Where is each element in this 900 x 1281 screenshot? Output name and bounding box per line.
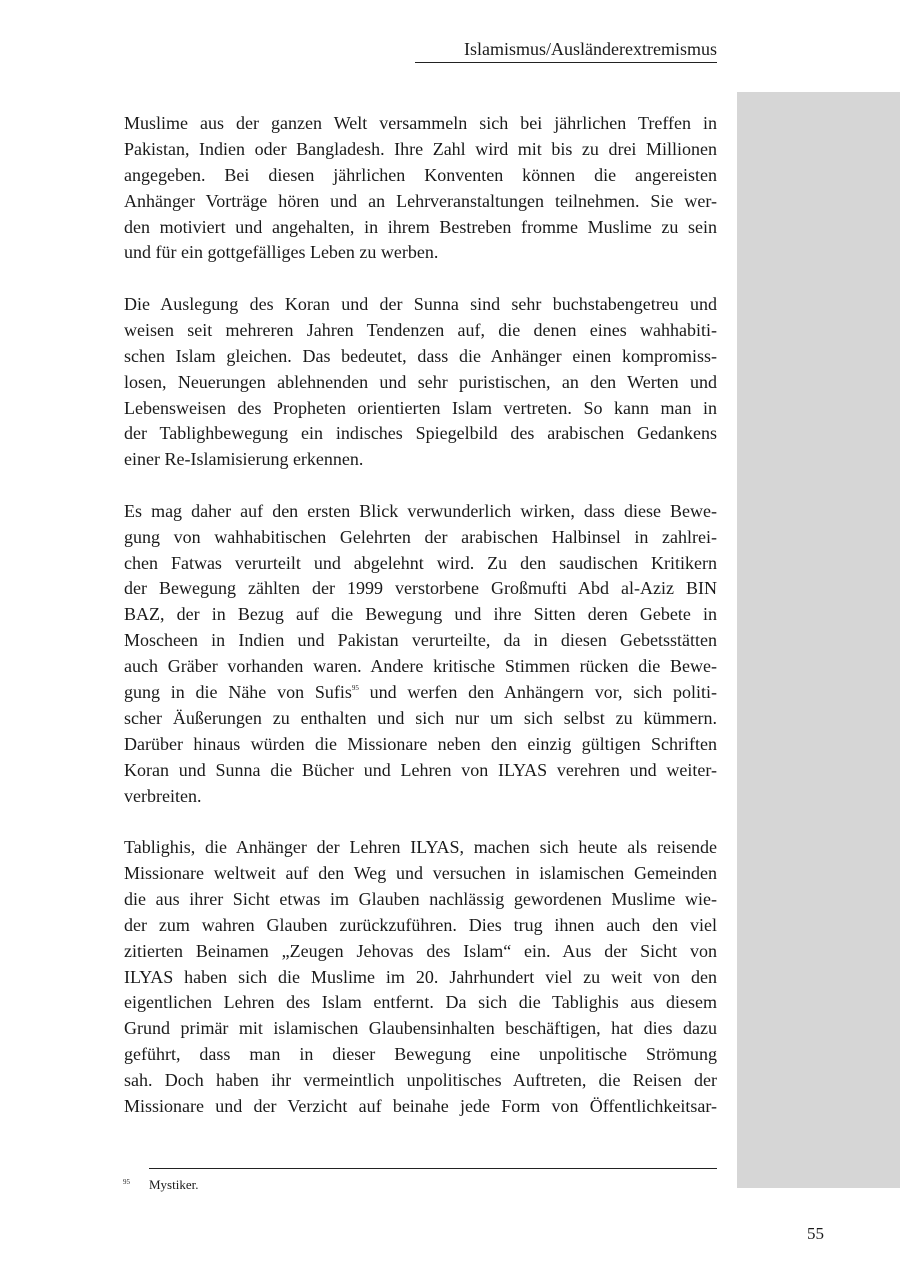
footnote-text: Mystiker. (149, 1177, 199, 1192)
text-line: Koran und Sunna die Bücher und Lehren von ILYAS verehren und weiter- (124, 759, 717, 780)
text-line: verbreiten. (124, 785, 202, 806)
text-line: gung von wahhabitischen Gelehrten der arabischen Halbinsel in zahlrei- (124, 526, 717, 547)
text-line: zitierten Beinamen „Zeugen Jehovas des Islam“ ein. Aus der Sicht von (124, 940, 717, 961)
text-line: Missionare und der Verzicht auf beinahe jede Form von Öffentlichkeitsar- (124, 1095, 717, 1116)
text-line: Es mag daher auf den ersten Blick verwunderlich wirken, dass diese Bewe- (124, 500, 717, 521)
text-line: den motiviert und angehalten, in ihrem Bestreben fromme Muslime zu sein (124, 216, 717, 237)
text-line: und für ein gottgefälliges Leben zu werben. (124, 242, 439, 263)
text-line: Tablighis, die Anhänger der Lehren ILYAS, machen sich heute als reisende (124, 837, 717, 858)
text-line: die aus ihrer Sicht etwas im Glauben nachlässig gewordenen Muslime wie- (124, 888, 717, 909)
text-line: chen Fatwas verurteilt und abgelehnt wird. Zu den saudischen Kritikern (124, 552, 717, 573)
footnote-reference[interactable]: 95 (351, 684, 359, 692)
text-line: Muslime aus der ganzen Welt versammeln sich bei jährlichen Treffen in (124, 113, 717, 133)
text-line: auch Gräber vorhanden waren. Andere kritische Stimmen rücken die Bewe- (124, 656, 717, 677)
page-number: 55 (807, 1224, 824, 1243)
text-line: Die Auslegung des Koran und der Sunna sind sehr buchstabengetreu und (124, 293, 717, 314)
text-line: einer Re-Islamisierung erkennen. (124, 449, 364, 470)
text-line: der Tablighbewegung ein indisches Spiegelbild des arabischen Gedankens (124, 423, 717, 444)
text-line: Grund primär mit islamischen Glaubensinhalten beschäftigen, hat dies dazu (124, 1018, 717, 1039)
text-segment: und werfen den Anhängern vor, sich politi- (358, 682, 718, 702)
footnote-rule (149, 1168, 717, 1169)
text-line: Lebensweisen des Propheten orientierten Islam vertreten. So kann man in (124, 397, 717, 418)
text-line: Moscheen in Indien und Pakistan verurteilte, da in diesen Gebetsstätten (124, 630, 717, 651)
text-line: BAZ, der in Bezug auf die Bewegung und ihre Sitten deren Gebete in (124, 604, 717, 625)
text-segment: gung in die Nähe von Sufis (124, 682, 352, 702)
paragraph-3 (124, 499, 717, 810)
text-line: eigentlichen Lehren des Islam entfernt. Da sich die Tablighis aus diesem (124, 992, 717, 1013)
text-line: Missionare weltweit auf den Weg und versuchen in islamischen Gemeinden (124, 862, 717, 883)
text-line: Darüber hinaus würden die Missionare neben den einzig gültigen Schriften (124, 733, 717, 754)
text-line: Pakistan, Indien oder Bangladesh. Ihre Zahl wird mit bis zu drei Millionen (124, 138, 717, 159)
side-band (737, 92, 900, 1188)
paragraph-4 (124, 835, 717, 1120)
header-rule (415, 62, 717, 63)
footnote-number: 95 (123, 1178, 130, 1186)
text-line: weisen seit mehreren Jahren Tendenzen auf, die denen eines wahhabiti- (124, 319, 717, 340)
running-head: Islamismus/Ausländerextremismus (464, 39, 717, 59)
text-line: sah. Doch haben ihr vermeintlich unpolitisches Auftreten, die Reisen der (124, 1070, 717, 1091)
paragraph-2 (124, 292, 717, 473)
text-line: schen Islam gleichen. Das bedeutet, dass die Anhänger einen kompromiss- (124, 345, 717, 366)
text-line: geführt, dass man in dieser Bewegung eine unpolitische Strömung (124, 1044, 717, 1065)
text-line: Anhänger Vorträge hören und an Lehrveranstaltungen teilnehmen. Sie wer- (124, 190, 717, 211)
text-line-with-footnote (124, 680, 717, 706)
text-line: ILYAS haben sich die Muslime im 20. Jahrhundert viel zu weit von den (124, 966, 717, 987)
text-line: der Bewegung zählten der 1999 verstorbene Großmufti Abd al-Aziz BIN (124, 578, 717, 599)
text-line: losen, Neuerungen ablehnenden und sehr puristischen, an den Werten und (124, 371, 717, 392)
text-line: der zum wahren Glauben zurückzuführen. Dies trug ihnen auch den viel (124, 914, 717, 935)
paragraph-1 (124, 111, 717, 266)
text-line: scher Äußerungen zu enthalten und sich nur um sich selbst zu kümmern. (124, 707, 717, 728)
body-text (124, 111, 717, 1120)
text-line: angegeben. Bei diesen jährlichen Konventen können die angereisten (124, 164, 717, 185)
